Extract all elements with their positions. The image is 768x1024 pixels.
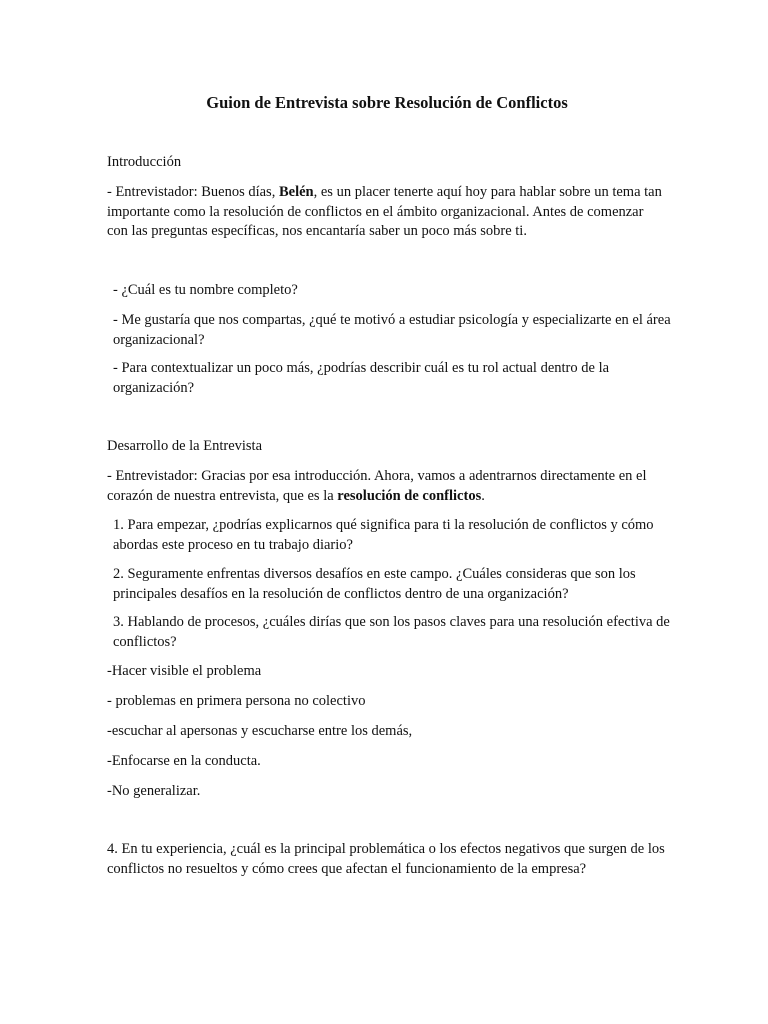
answer-item: -Enfocarse en la conducta. xyxy=(107,753,261,769)
intro-question-3: - Para contextualizar un poco más, ¿podrías describir cuál es tu rol actual dentro de la organización? xyxy=(113,360,610,396)
intro-paragraph-start: - Entrevistador: Buenos días, xyxy=(107,184,279,200)
document-title: Guion de Entrevista sobre Resolución de Conflictos xyxy=(206,93,568,112)
intro-question-2: - Me gustaría que nos compartas, ¿qué te motivó a estudiar psicología y especializarte en el área organizacional? xyxy=(113,312,671,348)
answer-item: -No generalizar. xyxy=(107,783,201,799)
intro-heading: Introducción xyxy=(107,154,182,170)
interviewee-name: Belén xyxy=(278,184,314,200)
development-paragraph-start: - Entrevistador: Gracias por esa introducción. Ahora, vamos a adentrarnos directamente en el corazón de nuestra entrevista, que es la xyxy=(107,468,647,504)
answer-item: - problemas en primera persona no colectivo xyxy=(107,693,366,709)
intro-paragraph xyxy=(107,183,667,242)
development-paragraph-end: . xyxy=(481,487,485,504)
answer-item: -Hacer visible el problema xyxy=(107,663,262,679)
development-topic: resolución de conflictos xyxy=(337,487,482,504)
development-question-1: 1. Para empezar, ¿podrías explicarnos qué significa para ti la resolución de conflictos y cómo abordas este proceso en tu trabajo diario? xyxy=(113,517,654,553)
answer-item: -escuchar al apersonas y escucharse entre los demás, xyxy=(107,723,413,739)
development-question-3: 3. Hablando de procesos, ¿cuáles dirías que son los pasos claves para una resolución efectiva de conflictos? xyxy=(113,614,670,650)
intro-question-1: - ¿Cuál es tu nombre completo? xyxy=(113,282,298,298)
development-heading: Desarrollo de la Entrevista xyxy=(107,438,263,454)
development-question-4: 4. En tu experiencia, ¿cuál es la principal problemática o los efectos negativos que surgen de los conflictos no resueltos y cómo crees que afectan el funcionamiento de la empresa? xyxy=(107,841,665,877)
intro-paragraph-end: , es un placer tenerte aquí hoy para hablar sobre un tema tan importante como la resolución de conflictos en el ámbito organizacional. Antes de comenzar con las preguntas específicas, nos encantaría saber un poco más sobre ti. xyxy=(107,184,662,239)
development-question-2: 2. Seguramente enfrentas diversos desafíos en este campo. ¿Cuáles consideras que son los principales desafíos en la resolución de conflictos dentro de una organización? xyxy=(113,566,636,602)
development-paragraph xyxy=(107,467,667,506)
